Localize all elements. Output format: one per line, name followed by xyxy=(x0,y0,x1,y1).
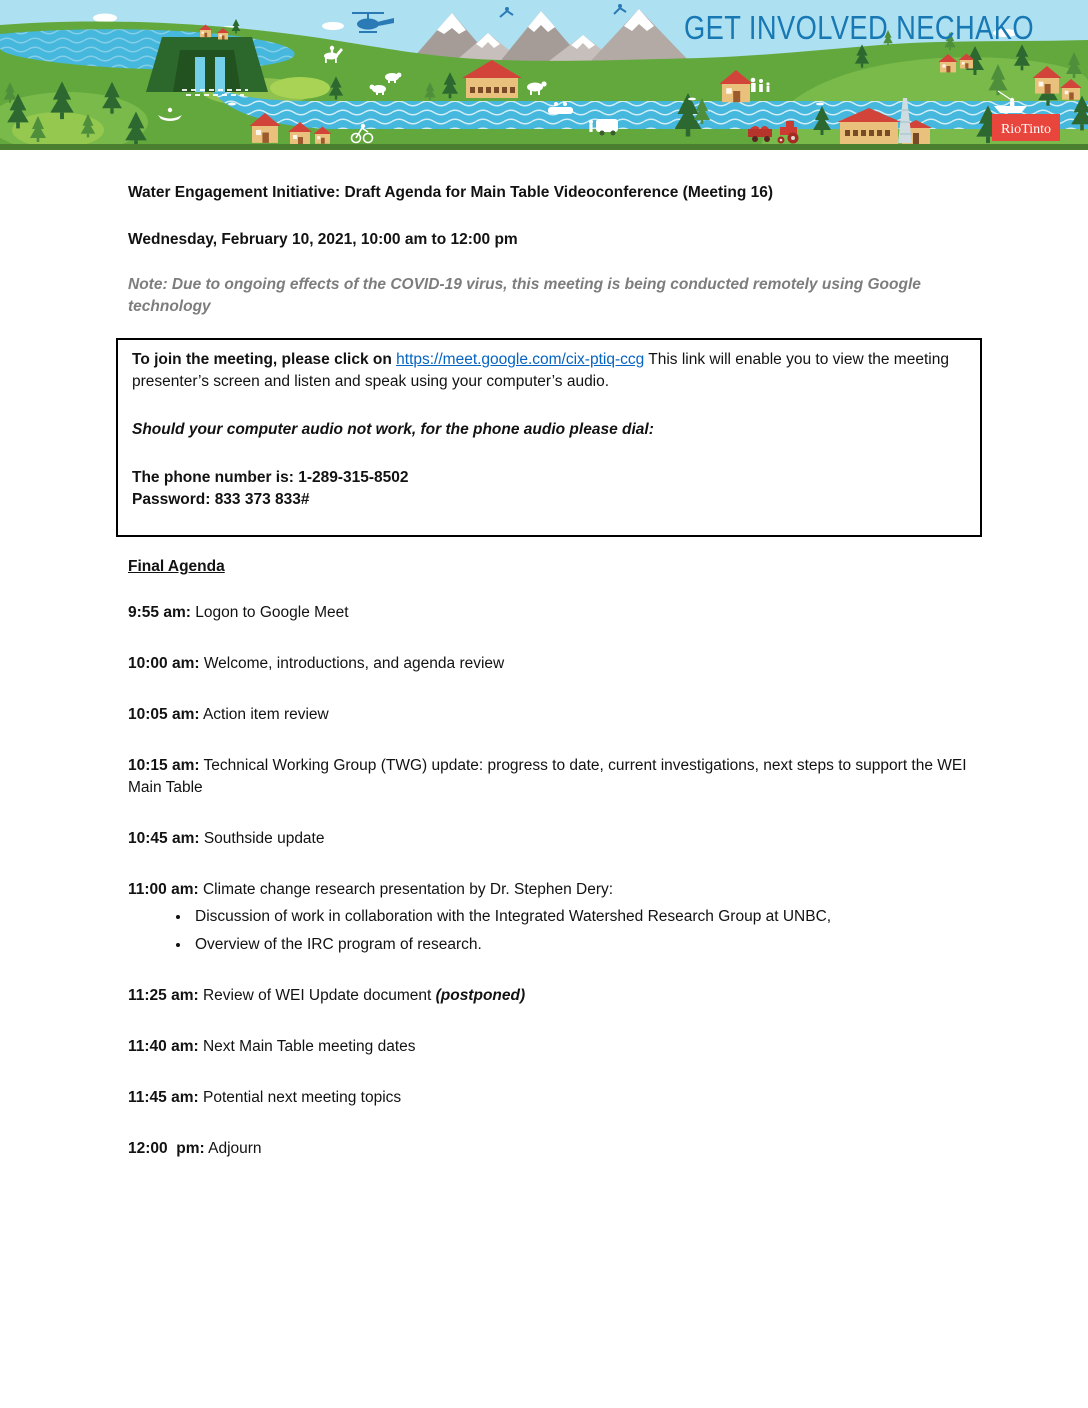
agenda-list xyxy=(128,602,970,1160)
dial-instruction: Should your computer audio not work, for the phone audio please dial: xyxy=(132,421,654,438)
agenda-item xyxy=(128,602,970,624)
agenda-time: 9:55 am: xyxy=(128,604,191,621)
meeting-datetime: Wednesday, February 10, 2021, 10:00 am to 12:00 pm xyxy=(128,231,518,248)
agenda-item xyxy=(128,653,970,675)
agenda-item xyxy=(128,755,970,799)
covid-note: Note: Due to ongoing effects of the COVID-19 virus, this meeting is being conducted remotely using Google technology xyxy=(128,276,921,315)
agenda-time: 12:00 pm: xyxy=(128,1140,205,1157)
agenda-text: Potential next meeting topics xyxy=(202,1089,402,1106)
agenda-text: Logon to Google Meet xyxy=(195,604,349,621)
agenda-bullet: • Discussion of work in collaboration with the Integrated Watershed Research Group at UNBC, xyxy=(191,906,970,928)
agenda-time: 10:00 am: xyxy=(128,655,200,672)
banner-title: GET INVOLVED NECHAKO xyxy=(684,9,1034,46)
agenda-item xyxy=(128,985,970,1007)
rio-tinto-logo xyxy=(992,114,1060,141)
dam-icon xyxy=(146,37,268,95)
agenda-text: Southside update xyxy=(203,830,325,847)
agenda-text: Welcome, introductions, and agenda review xyxy=(203,655,505,672)
agenda-item xyxy=(128,1036,970,1058)
document-body xyxy=(0,150,1088,1160)
agenda-item xyxy=(128,1087,970,1109)
join-instructions-box xyxy=(116,338,982,537)
agenda-bullet-list xyxy=(128,906,970,956)
join-after-link: This link will enable you to view the meeting presenter’s screen and listen and speak using your computer’s audio. xyxy=(132,351,949,390)
join-paragraph xyxy=(132,349,966,393)
agenda-item xyxy=(128,1138,970,1160)
join-intro: To join the meeting, please click on xyxy=(132,351,397,368)
agenda-text: Review of WEI Update document xyxy=(202,987,436,1004)
agenda-text: Technical Working Group (TWG) update: progress to date, current investigations, next steps to support the WEI Main Table xyxy=(128,757,967,796)
agenda-item xyxy=(128,879,970,956)
agenda-text: Action item review xyxy=(202,706,329,723)
agenda-bullet: • Overview of the IRC program of research. xyxy=(191,934,970,956)
rio-tinto-logo-text: RioTinto xyxy=(1000,122,1052,137)
agenda-heading: Final Agenda xyxy=(128,558,225,575)
agenda-time: 10:05 am: xyxy=(128,706,200,723)
document-title: Water Engagement Initiative: Draft Agenda for Main Table Videoconference (Meeting 16) xyxy=(128,184,774,201)
password-line: Password: 833 373 833# xyxy=(132,491,310,508)
agenda-item xyxy=(128,704,970,726)
agenda-text: Adjourn xyxy=(208,1140,262,1157)
agenda-text: Climate change research presentation by Dr. Stephen Dery: xyxy=(202,881,614,898)
agenda-time: 10:45 am: xyxy=(128,830,200,847)
agenda-item xyxy=(128,828,970,850)
agenda-time: 11:00 am: xyxy=(128,881,199,898)
agenda-italic-note: (postponed) xyxy=(435,987,526,1004)
phone-details xyxy=(132,467,966,511)
banner-bottom-strip xyxy=(0,144,1088,150)
phone-number-line: The phone number is: 1-289-315-8502 xyxy=(132,469,409,486)
agenda-text: Next Main Table meeting dates xyxy=(202,1038,416,1055)
banner-illustration xyxy=(0,0,1088,150)
meeting-link[interactable]: https://meet.google.com/cix-ptiq-ccg xyxy=(396,351,645,368)
agenda-time: 11:40 am: xyxy=(128,1038,199,1055)
agenda-time: 11:45 am: xyxy=(128,1089,199,1106)
agenda-time: 10:15 am: xyxy=(128,757,200,774)
agenda-time: 11:25 am: xyxy=(128,987,199,1004)
